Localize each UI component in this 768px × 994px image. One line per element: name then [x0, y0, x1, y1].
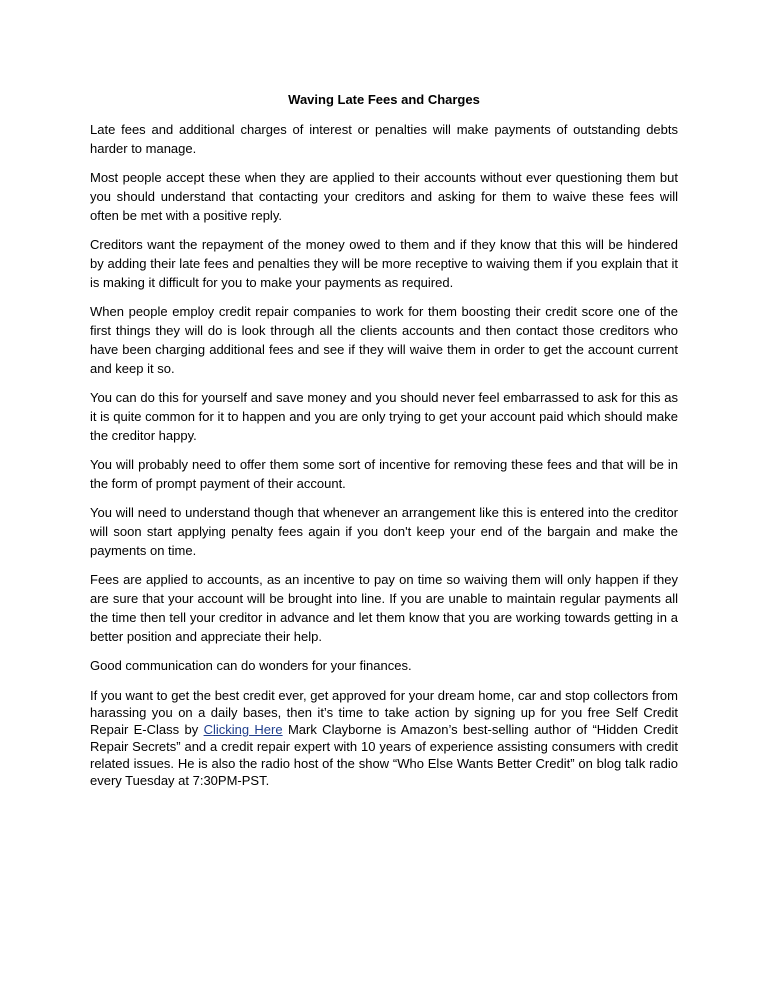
paragraph-5: You can do this for yourself and save money and you should never feel embarrassed to ask for this as it is quite common for it to happen and you are only trying to get your account paid which should make the creditor happy.	[90, 390, 678, 443]
paragraph-6: You will probably need to offer them some sort of incentive for removing these fees and that will be in the form of prompt payment of their account.	[90, 457, 678, 491]
clicking-here-link[interactable]: Clicking Here	[203, 722, 283, 737]
paragraph-3: Creditors want the repayment of the money owed to them and if they know that this will be hindered by adding their late fees and penalties they will be more receptive to waiving them if you explain that it is making it difficult for you to make your payments as required.	[90, 237, 678, 290]
paragraph-9: Good communication can do wonders for your finances.	[90, 658, 412, 673]
paragraph-2: Most people accept these when they are applied to their accounts without ever questioning them but you should understand that contacting your creditors and asking for them to waive these fees will often be met with a positive reply.	[90, 170, 678, 223]
paragraph-4: When people employ credit repair companies to work for them boosting their credit score one of the first things they will do is look through all the clients accounts and then contact those creditors who have been charging additional fees and see if they will waive them in order to get the account current and keep it so.	[90, 304, 678, 376]
document-title: Waving Late Fees and Charges	[288, 92, 480, 107]
paragraph-8: Fees are applied to accounts, as an incentive to pay on time so waiving them will only happen if they are sure that your account will be brought into line. If you are unable to maintain regular payments all the time then tell your creditor in advance and let them know that you are working towards getting in a better position and appreciate their help.	[90, 572, 678, 644]
paragraph-7: You will need to understand though that whenever an arrangement like this is entered into the creditor will soon start applying penalty fees again if you don't keep your end of the bargain and make the payments on time.	[90, 505, 678, 558]
closing-paragraph	[90, 687, 678, 789]
closing-text-after-link: Mark Clayborne is Amazon’s best-selling author of “Hidden Credit Repair Secrets” and a credit repair expert with 10 years of experience assisting consumers with credit related issues. He is also the radio host of the show “Who Else Wants Better Credit” on blog talk radio every Tuesday at 7:30PM-PST.	[90, 722, 679, 788]
document-page	[90, 91, 678, 799]
paragraph-1: Late fees and additional charges of interest or penalties will make payments of outstanding debts harder to manage.	[90, 122, 678, 156]
closing-text-before-link: If you want to get the best credit ever, get approved for your dream home, car and stop collectors from harassing you on a daily bases, then it’s time to take action by signing up for you free Self Credit Repair E-Class by	[90, 688, 678, 737]
